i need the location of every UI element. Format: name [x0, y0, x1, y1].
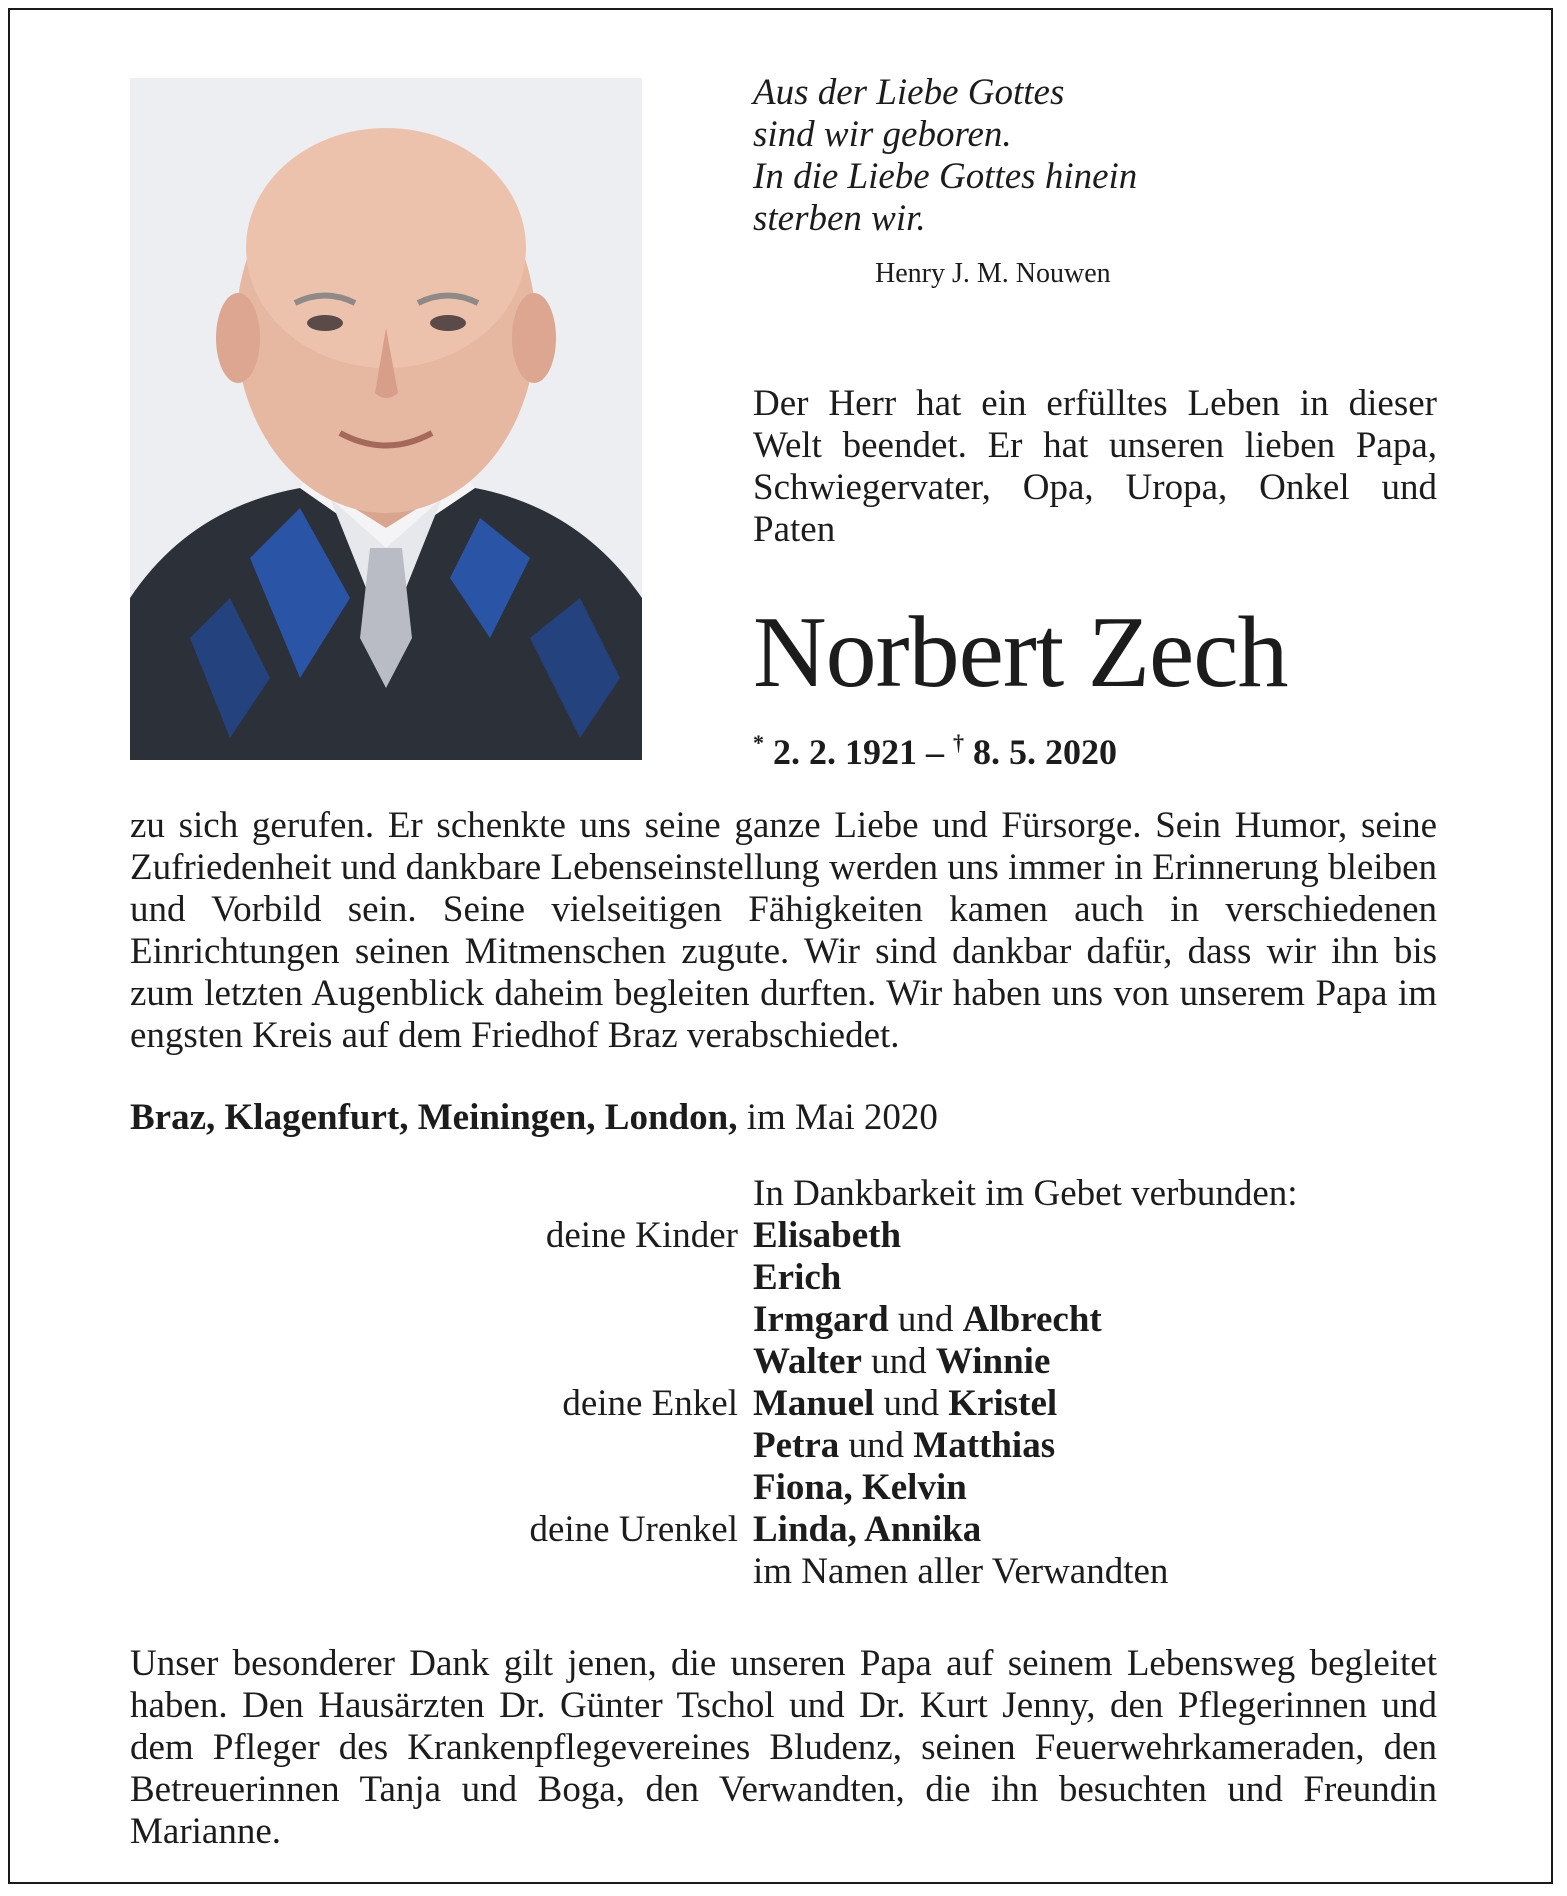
mourner-name: Albrecht [962, 1299, 1102, 1340]
connector-word: und [861, 1341, 936, 1382]
poem-line: sind wir geboren. [753, 114, 1012, 155]
portrait-photo [130, 78, 642, 760]
mourner-row [753, 1467, 1298, 1509]
thanks-paragraph: Unser besonderer Dank gilt jenen, die unseren Papa auf seinem Lebensweg begleitet haben. Den Hausärzten Dr. Günter Tschol und Dr. Kurt Jenny, den Pflegerinnen und dem Pfleger des Krankenpflegevereines Bludenz, seinen Feuerwehrkameraden, den Betreuerinnen Tanja und Boga, den Verwandten, die ihn besuchten und Freundin Marianne. [130, 1643, 1437, 1852]
mourner-names [753, 1467, 967, 1508]
mourner-row [529, 1509, 1298, 1551]
mourner-name: Winnie [935, 1341, 1051, 1382]
date-separator: – [926, 732, 944, 772]
mourner-rows [529, 1215, 1298, 1551]
poem-author: Henry J. M. Nouwen [875, 258, 1111, 289]
mourner-names [753, 1215, 901, 1256]
poem-line: In die Liebe Gottes hinein [753, 156, 1138, 197]
body-paragraph: zu sich gerufen. Er schenkte uns seine ganze Liebe und Fürsorge. Sein Humor, seine Zufriedenheit und dankbare Lebenseinstellung werden uns immer in Erinnerung bleiben und Vorbild sein. Seine vielseitigen Fähigkeiten kamen auch in verschiedenen Einrichtungen seinen Mitmenschen zugute. Wir sind dankbar dafür, dass wir ihn bis zum letzten Augenblick daheim begleiten durften. Wir haben uns von unserem Papa im engsten Kreis auf dem Friedhof Braz verabschiedet. [130, 805, 1437, 1056]
mourner-name: Manuel [753, 1383, 875, 1424]
birth-mark: * [753, 730, 764, 755]
poem-line: Aus der Liebe Gottes [753, 72, 1065, 113]
mourner-row [753, 1425, 1298, 1467]
mourner-row [753, 1257, 1298, 1299]
mourner-name: Fiona, Kelvin [753, 1467, 967, 1508]
mourners-footer: im Namen aller Verwandten [753, 1551, 1169, 1592]
mourner-name: Matthias [913, 1425, 1056, 1466]
mourners-list [529, 1173, 1298, 1593]
mourner-name: Petra [753, 1425, 840, 1466]
mourner-name: Walter [753, 1341, 862, 1382]
deceased-name: Norbert Zech [753, 596, 1288, 709]
mourners-heading: In Dankbarkeit im Gebet verbunden: [753, 1173, 1298, 1214]
mourner-row [562, 1383, 1298, 1425]
portrait-illustration [130, 78, 642, 760]
mourner-row [753, 1341, 1298, 1383]
relation-label: deine Urenkel [529, 1509, 738, 1550]
mourner-names [753, 1341, 1050, 1382]
mourner-names [753, 1509, 981, 1550]
places: Braz, Klagenfurt, Meiningen, London, [130, 1097, 738, 1138]
mourner-row [753, 1299, 1298, 1341]
relation-label: deine Kinder [545, 1215, 738, 1256]
life-dates [753, 730, 1117, 773]
mourner-row [545, 1215, 1298, 1257]
mourner-name: Linda, Annika [753, 1509, 982, 1550]
connector-word: und [888, 1299, 963, 1340]
mourner-name: Elisabeth [753, 1215, 902, 1256]
mourner-name: Kristel [948, 1383, 1058, 1424]
connector-word: und [839, 1425, 914, 1466]
mourner-names [753, 1257, 841, 1298]
poem [753, 72, 1353, 290]
month-date: im Mai 2020 [746, 1097, 938, 1138]
birth-date: 2. 2. 1921 [773, 732, 917, 772]
death-date: 8. 5. 2020 [973, 732, 1117, 772]
place-and-date [130, 1097, 938, 1139]
poem-line: sterben wir. [753, 198, 926, 239]
mourner-names [753, 1299, 1102, 1340]
mourner-name: Irmgard [753, 1299, 889, 1340]
death-mark: † [953, 730, 964, 755]
mourner-names [753, 1383, 1057, 1424]
mourner-name: Erich [753, 1257, 842, 1298]
relation-label: deine Enkel [562, 1383, 738, 1424]
mourner-names [753, 1425, 1055, 1466]
connector-word: und [874, 1383, 949, 1424]
intro-paragraph: Der Herr hat ein erfülltes Leben in dieser Welt beendet. Er hat unseren lieben Papa, Schwiegervater, Opa, Uropa, Onkel und Paten [753, 383, 1437, 550]
